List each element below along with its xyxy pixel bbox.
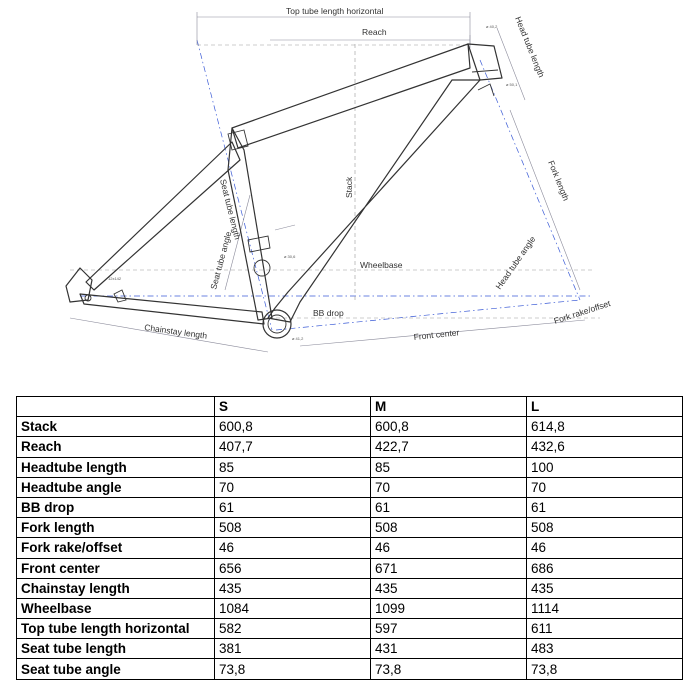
cell-size-m: 508: [371, 518, 527, 538]
table-row: [17, 497, 683, 517]
label-head-tube-angle: Head tube angle: [493, 234, 538, 292]
cell-size-s: 46: [215, 538, 371, 558]
table-row: [17, 437, 683, 457]
geometry-table-body: [17, 417, 683, 679]
cell-size-l: 46: [527, 538, 683, 558]
row-label: Headtube angle: [17, 477, 215, 497]
row-label: BB drop: [17, 497, 215, 517]
cell-size-m: 73,8: [371, 659, 527, 679]
cell-size-l: 432,6: [527, 437, 683, 457]
row-label: Headtube length: [17, 457, 215, 477]
label-wheelbase: Wheelbase: [360, 260, 403, 270]
cell-size-s: 73,8: [215, 659, 371, 679]
cell-size-l: 483: [527, 639, 683, 659]
cell-size-s: 85: [215, 457, 371, 477]
label-top-tube: Top tube length horizontal: [286, 6, 384, 16]
dimension-labels: [144, 6, 613, 342]
cell-size-s: 1084: [215, 598, 371, 618]
cell-size-m: 671: [371, 558, 527, 578]
row-label: Seat tube angle: [17, 659, 215, 679]
svg-text:ø 41,2: ø 41,2: [292, 336, 304, 341]
table-row: [17, 558, 683, 578]
row-label: Seat tube length: [17, 639, 215, 659]
svg-text:ø 40,2: ø 40,2: [486, 24, 498, 29]
reference-lines: [70, 40, 600, 330]
row-label: Front center: [17, 558, 215, 578]
header-size-l: L: [527, 397, 683, 417]
label-head-tube-length: Head tube length: [513, 15, 547, 79]
header-size-m: M: [371, 397, 527, 417]
label-fork-length: Fork length: [546, 159, 572, 203]
cell-size-s: 600,8: [215, 417, 371, 437]
table-row: [17, 477, 683, 497]
table-header-row: [17, 397, 683, 417]
cell-size-l: 508: [527, 518, 683, 538]
cell-size-m: 600,8: [371, 417, 527, 437]
cell-size-l: 70: [527, 477, 683, 497]
label-seat-tube-length: Seat tube length: [218, 178, 243, 241]
row-label: Wheelbase: [17, 598, 215, 618]
label-bb-drop: BB drop: [313, 308, 344, 318]
cell-size-s: 70: [215, 477, 371, 497]
label-front-center: Front center: [413, 327, 460, 342]
bike-frame: [66, 44, 502, 338]
table-row: [17, 639, 683, 659]
label-seat-tube-angle: Seat tube angle: [208, 230, 234, 291]
cell-size-l: 614,8: [527, 417, 683, 437]
table-row: [17, 578, 683, 598]
cell-size-s: 381: [215, 639, 371, 659]
header-size-s: S: [215, 397, 371, 417]
cell-size-m: 70: [371, 477, 527, 497]
cell-size-l: 100: [527, 457, 683, 477]
label-chainstay: Chainstay length: [143, 322, 208, 341]
row-label: Fork length: [17, 518, 215, 538]
row-label: Top tube length horizontal: [17, 619, 215, 639]
cell-size-m: 85: [371, 457, 527, 477]
cell-size-s: 61: [215, 497, 371, 517]
table-row: [17, 457, 683, 477]
cell-size-m: 1099: [371, 598, 527, 618]
cell-size-l: 435: [527, 578, 683, 598]
table-row: [17, 619, 683, 639]
svg-text:ø 30,6: ø 30,6: [284, 254, 296, 259]
label-stack: Stack: [344, 176, 354, 198]
cell-size-m: 61: [371, 497, 527, 517]
label-reach: Reach: [362, 27, 387, 37]
table-row: [17, 538, 683, 558]
cell-size-s: 656: [215, 558, 371, 578]
cell-size-m: 435: [371, 578, 527, 598]
cell-size-l: 611: [527, 619, 683, 639]
table-row: [17, 518, 683, 538]
cell-size-s: 435: [215, 578, 371, 598]
cell-size-l: 61: [527, 497, 683, 517]
cell-size-l: 1114: [527, 598, 683, 618]
cell-size-m: 46: [371, 538, 527, 558]
cell-size-s: 407,7: [215, 437, 371, 457]
row-label: Stack: [17, 417, 215, 437]
cell-size-m: 597: [371, 619, 527, 639]
cell-size-s: 508: [215, 518, 371, 538]
table-row: [17, 598, 683, 618]
svg-text:12x142: 12x142: [108, 276, 122, 281]
row-label: Reach: [17, 437, 215, 457]
cell-size-l: 73,8: [527, 659, 683, 679]
geometry-table: [16, 396, 683, 680]
label-fork-offset: Fork rake/offset: [552, 298, 612, 326]
tiny-annotations: [108, 24, 518, 341]
header-blank: [17, 397, 215, 417]
table-row: [17, 659, 683, 679]
cell-size-m: 431: [371, 639, 527, 659]
cell-size-s: 582: [215, 619, 371, 639]
svg-text:ø 50,1: ø 50,1: [506, 82, 518, 87]
table-row: [17, 417, 683, 437]
row-label: Fork rake/offset: [17, 538, 215, 558]
cell-size-m: 422,7: [371, 437, 527, 457]
row-label: Chainstay length: [17, 578, 215, 598]
cell-size-l: 686: [527, 558, 683, 578]
